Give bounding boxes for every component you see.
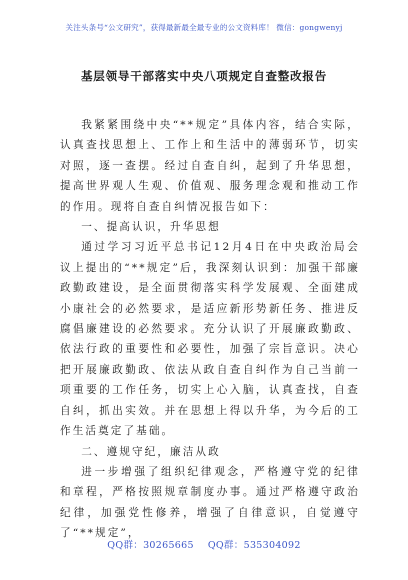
paragraph-section-2: 进一步增强了组织纪律观念，严格遵守党的纪律和章程，严格按照规章制度办事。通过严格遵守政治纪律，加强党性修养，增强了自律意识，自觉遵守了“**规定”， [60,465,360,540]
paragraph-section-1: 通过学习习近平总书记12月4日在中央政治局会议上提出的“**规定”后，我深刻认识到：加强干部廉政勤政建设，是全面贯彻落实科学发展观、全面建成小康社会的必然要求，是适应新形势新任务、推进反腐倡廉建设的必然要求。充分认识了开展廉政勤政、依法行政的重要性和必要性，加强了宗旨意识。决心把开展廉政勤政、依法从政自查自纠作为自己当前一项重要的工作任务，切实上心入脑，认真查找，自查自纠，抓出实效。并在思想上得以升华，为今后的工作生活奠定了基础。 [60,241,360,438]
footer-qq-group-1: QQ群：30265665 [107,540,194,551]
footer-contact [0,537,408,551]
section-heading-1: 一、提高认识，升华思想 [81,221,221,234]
section-heading-2: 二、遵规守纪，廉洁从政 [81,445,221,458]
document-title: 基层领导干部落实中央八项规定自查整改报告 [81,69,327,83]
footer-qq-group-2: QQ群：535304092 [207,540,301,551]
paragraph-intro: 我紧紧围绕中央“**规定”具体内容，结合实际，认真查找思想上、工作上和生活中的薄弱环节，切实对照，逐一查摆。经过自查自纠，起到了升华思想，提高世界观人生观、价值观、服务理念观和推动工作的作用。现将自查自纠情况报告如下： [60,119,360,213]
header-promo-note: 关注头条号“公文研究”，获得最新最全最专业的公文资料库！ 微信：gongwenyj [65,23,343,32]
document-body [60,115,360,544]
